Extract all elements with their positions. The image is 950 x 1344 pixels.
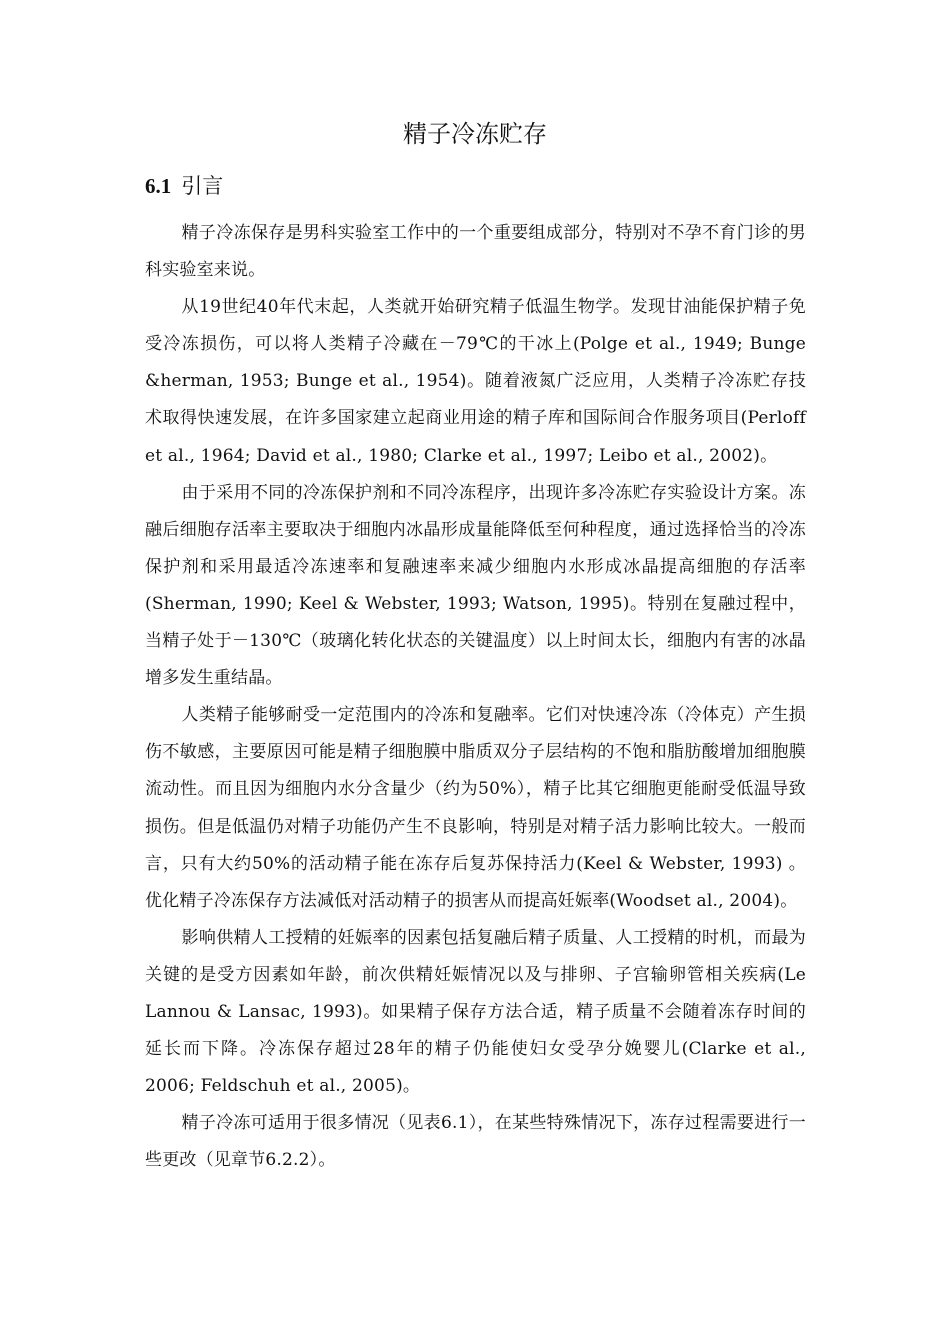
paragraph-1: 精子冷冻保存是男科实验室工作中的一个重要组成部分，特别对不孕不育门诊的男科实验室来说。 <box>145 223 806 281</box>
section-heading <box>145 168 223 204</box>
paragraph-5: 影响供精人工授精的妊娠率的因素包括复融后精子质量、人工授精的时机，而最为关键的是受方因素如年龄，前次供精妊娠情况以及与排卵、子宫输卵管相关疾病(Le Lannou & Lansac, 1993)。如果精子保存方法合适，精子质量不会随着冻存时间的延长而下降。冷冻保存超过28年的精子仍能使妇女受孕分娩婴儿(Clarke et al., 2006; Feldschuh et al., 2005)。 <box>145 927 806 1097</box>
paragraph-3: 由于采用不同的冷冻保护剂和不同冷冻程序，出现许多冷冻贮存实验设计方案。冻融后细胞存活率主要取决于细胞内冰晶形成量能降低至何种程度，通过选择恰当的冷冻保护剂和采用最适冷冻速率和复融速率来减少细胞内水形成冰晶提高细胞的存活率(Sherman, 1990; Keel & Webster, 1993; Watson, 1995)。特别在复融过程中，当精子处于－130℃（玻璃化转化状态的关键温度）以上时间太长，细胞内有害的冰晶增多发生重结晶。 <box>145 482 806 689</box>
document-title: 精子冷冻贮存 <box>403 120 547 148</box>
body-text <box>145 215 806 1179</box>
paragraph-4: 人类精子能够耐受一定范围内的冷冻和复融率。它们对快速冷冻（冷体克）产生损伤不敏感，主要原因可能是精子细胞膜中脂质双分子层结构的不饱和脂肪酸增加细胞膜流动性。而且因为细胞内水分含量少（约为50%），精子比其它细胞更能耐受低温导致损伤。但是低温仍对精子功能仍产生不良影响，特别是对精子活力影响比较大。一般而言，只有大约50%的活动精子能在冻存后复苏保持活力(Keel & Webster, 1993) 。优化精子冷冻保存方法减低对活动精子的损害从而提高妊娠率(Woodset al., 2004)。 <box>145 705 806 911</box>
paragraph-6: 精子冷冻可适用于很多情况（见表6.1），在某些特殊情况下，冻存过程需要进行一些更改（见章节6.2.2）。 <box>145 1113 806 1171</box>
section-title: 引言 <box>181 174 224 198</box>
section-number: 6.1 <box>145 174 172 198</box>
paragraph-2: 从19世纪40年代末起，人类就开始研究精子低温生物学。发现甘油能保护精子免受冷冻损伤，可以将人类精子冷藏在－79℃的干冰上(Polge et al., 1949; Bunge &herman, 1953; Bunge et al., 1954)。随着液氮广泛应用，人类精子冷冻贮存技术取得快速发展，在许多国家建立起商业用途的精子库和国际间合作服务项目(Perloff et al., 1964; David et al., 1980; Clarke et al., 1997; Leibo et al., 2002)。 <box>145 297 806 466</box>
